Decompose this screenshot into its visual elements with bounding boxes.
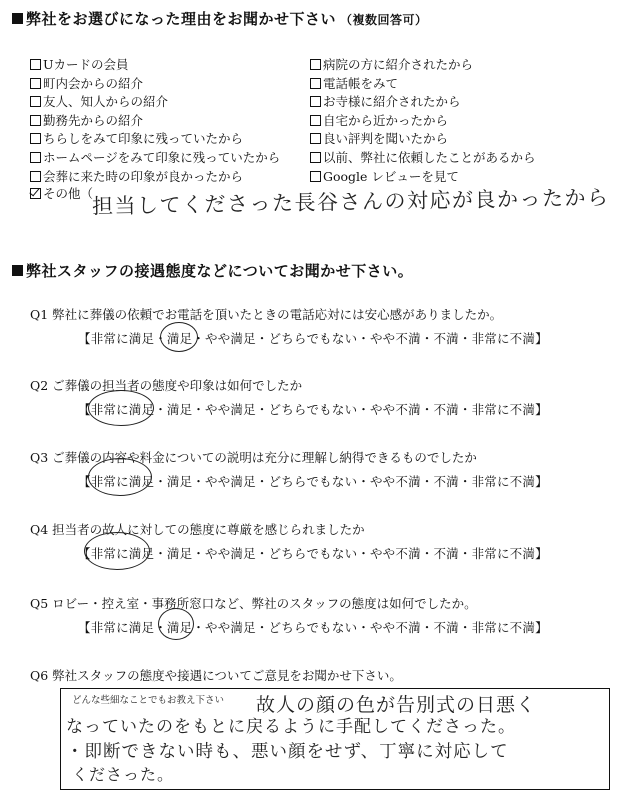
- reason-other[interactable]: その他（: [30, 184, 93, 202]
- question-q6: Q6 弊社スタッフの態度や接遇についてご意見をお聞かせ下さい。: [30, 668, 402, 683]
- checkbox-icon[interactable]: [30, 171, 41, 182]
- rating-scale-q1[interactable]: 【非常に満足・満足・やや満足・どちらでもない・やや不満・不満・非常に不満】: [78, 331, 548, 346]
- question-q3: Q3 ご葬儀の内容や料金についての説明は充分に理解し納得できるものでしたか: [30, 450, 477, 465]
- comment-hint: どんな些細なことでもお教え下さい: [72, 695, 225, 706]
- other-handwritten-comment: 担当してくださった長谷さんの対応が良かったから: [91, 185, 610, 219]
- reason-item[interactable]: 自宅から近かったから: [310, 112, 536, 131]
- reason-item[interactable]: ちらしをみて印象に残っていたから: [30, 130, 280, 149]
- rating-scale-q5[interactable]: 【非常に満足・満足・やや満足・どちらでもない・やや不満・不満・非常に不満】: [78, 620, 548, 635]
- question-q4: Q4 担当者の故人に対しての態度に尊厳を感じられましたか: [30, 522, 365, 537]
- checkbox-icon[interactable]: [310, 171, 321, 182]
- comment-line: 故人の顔の色が告別式の日悪く: [256, 694, 537, 716]
- comment-line: ・即断できない時も、悪い顔をせず、丁寧に対応して: [66, 742, 509, 762]
- reason-item[interactable]: 電話帳をみて: [310, 75, 536, 94]
- checkbox-icon[interactable]: [310, 78, 321, 89]
- checkbox-icon[interactable]: [310, 152, 321, 163]
- selection-circle-q1: [160, 322, 198, 352]
- selection-circle-q2: [88, 390, 154, 426]
- reason-item[interactable]: 町内会からの紹介: [30, 75, 280, 94]
- checkbox-icon[interactable]: [310, 59, 321, 70]
- rating-scale-q3[interactable]: 【非常に満足・満足・やや満足・どちらでもない・やや不満・不満・非常に不満】: [78, 474, 548, 489]
- checkbox-icon[interactable]: [310, 133, 321, 144]
- checkbox-icon[interactable]: [30, 78, 41, 89]
- square-bullet-icon: [12, 265, 23, 276]
- reason-item[interactable]: 会葬に来た時の印象が良かったから: [30, 168, 280, 187]
- section1-title: 弊社をお選びになった理由をお聞かせ下さい （複数回答可）: [12, 8, 428, 29]
- reasons-right-column: [310, 56, 536, 186]
- selection-circle-q5: [158, 608, 194, 640]
- reason-item[interactable]: ホームページをみて印象に残っていたから: [30, 149, 280, 168]
- reasons-left-column: [30, 56, 280, 186]
- question-q5: Q5 ロビー・控え室・事務所窓口など、弊社のスタッフの態度は如何でしたか。: [30, 596, 477, 611]
- checkbox-icon[interactable]: [30, 152, 41, 163]
- selection-circle-q4: [84, 532, 150, 570]
- reason-item[interactable]: 病院の方に紹介されたから: [310, 56, 536, 75]
- reason-item[interactable]: 勤務先からの紹介: [30, 112, 280, 131]
- checked-checkbox-icon[interactable]: [30, 188, 41, 199]
- question-q2: Q2 ご葬儀の担当者の態度や印象は如何でしたか: [30, 378, 303, 393]
- rating-scale-q2[interactable]: 【非常に満足・満足・やや満足・どちらでもない・やや不満・不満・非常に不満】: [78, 402, 548, 417]
- question-q1: Q1 弊社に葬儀の依頼でお電話を頂いたときの電話応対には安心感がありましたか。: [30, 307, 503, 322]
- checkbox-icon[interactable]: [310, 96, 321, 107]
- checkbox-icon[interactable]: [30, 133, 41, 144]
- section2-title: 弊社スタッフの接遇態度などについてお聞かせ下さい。: [12, 260, 413, 281]
- comment-line: なっていたのをもとに戻るように手配してくださった。: [66, 717, 516, 737]
- square-bullet-icon: [12, 13, 23, 24]
- section1-subtitle: （複数回答可）: [340, 13, 428, 27]
- checkbox-icon[interactable]: [30, 115, 41, 126]
- checkbox-icon[interactable]: [30, 96, 41, 107]
- checkbox-icon[interactable]: [310, 115, 321, 126]
- reason-item[interactable]: お寺様に紹介されたから: [310, 93, 536, 112]
- reason-item[interactable]: Google レビューを見て: [310, 168, 536, 187]
- reason-item[interactable]: 友人、知人からの紹介: [30, 93, 280, 112]
- selection-circle-q3: [88, 458, 152, 496]
- reason-item[interactable]: 以前、弊社に依頼したことがあるから: [310, 149, 536, 168]
- comment-line: くださった。: [72, 765, 175, 784]
- checkbox-icon[interactable]: [30, 59, 41, 70]
- reason-item[interactable]: Uカードの会員: [30, 56, 280, 75]
- reason-item[interactable]: 良い評判を聞いたから: [310, 130, 536, 149]
- rating-scale-q4[interactable]: 【非常に満足・満足・やや満足・どちらでもない・やや不満・不満・非常に不満】: [78, 546, 548, 561]
